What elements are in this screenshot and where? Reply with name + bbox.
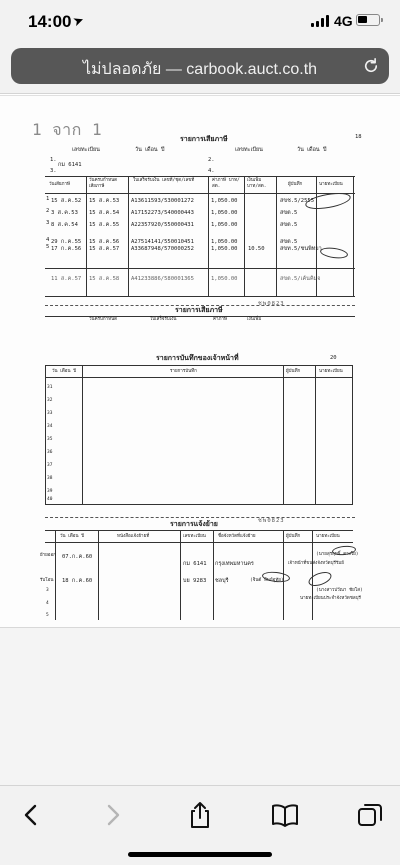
notes-page-number: 20 [330, 355, 337, 361]
col-paid-header: วันเสียภาษี [49, 182, 70, 187]
transfer-row-label: ย้ายออก [40, 553, 56, 558]
notes-row-number: 31 [47, 385, 53, 390]
transfer-section-title: รายการแจ้งย้าย [170, 520, 218, 528]
row-tax: 1,050.00 [211, 222, 238, 228]
signature-scribble [319, 246, 348, 260]
transfer-col-recorder: ผู้บันทึก [286, 534, 301, 539]
col-rule [45, 365, 46, 504]
rule [45, 542, 353, 543]
rule [45, 193, 355, 194]
col-rule [283, 365, 284, 504]
tax-section-title: รายการเสียภาษี [180, 135, 228, 143]
col-rule [98, 530, 99, 620]
row-due: 15 ส.ค.58 [89, 276, 120, 282]
transfer-col-date: วัน เดือน ปี [60, 534, 85, 539]
col-tax-header: ค่าภาษี บาท/สต. [212, 178, 240, 189]
address-bar[interactable] [11, 48, 389, 84]
transfer-row-number: 5 [46, 613, 49, 618]
battery-tip [381, 18, 383, 22]
scanned-document [0, 95, 400, 628]
row-no: 5 [46, 244, 50, 250]
col-due-header-cont: วันครบกำหนด [89, 317, 118, 322]
transfer-row-number: 3 [46, 588, 49, 593]
row-no: 4 [46, 237, 50, 243]
col-registrar-header: นายทะเบียน [319, 182, 343, 187]
col-rule [180, 530, 181, 620]
col-rule [353, 176, 354, 296]
transfer-row-reg: กม 6141 [183, 561, 207, 567]
rule [45, 530, 353, 531]
notes-row-number: 34 [47, 424, 53, 429]
back-chevron-icon[interactable] [16, 800, 46, 830]
notes-row-number: 32 [47, 398, 53, 403]
col-extra-header-cont: เงินเพิ่ม [247, 317, 262, 322]
col-rule [244, 176, 245, 296]
notes-col-registrar: นายทะเบียน [319, 369, 343, 374]
row-paid: 15 ส.ค.52 [51, 198, 82, 204]
line-1-value: กม 6141 [58, 162, 82, 168]
notes-row-number: 39 [47, 489, 53, 494]
row-tax: 1,050.00 [211, 246, 238, 252]
row-recorder: สขช.5/2555 [280, 198, 315, 204]
status-bar [0, 0, 400, 44]
col-rule [208, 176, 209, 296]
col-receipt-header: ใบเสร็จรับเงิน เลขที่/ชุด/เลขที่ [133, 178, 195, 183]
book-icon[interactable] [270, 800, 300, 830]
notes-section-title: รายการบันทึกของเจ้าหน้าที่ [156, 354, 239, 362]
row-no: 2 [46, 208, 50, 214]
network-type: 4G [334, 13, 353, 29]
row-due: 15 ส.ค.57 [89, 246, 120, 252]
row-receipt: A27514141/550010451 [131, 239, 194, 245]
line-1: 1. [50, 157, 57, 163]
transfer-row-number: 4 [46, 601, 49, 606]
col-rule [352, 365, 353, 504]
transfer-row-recorder: (จินต์ ทิพย์อุทัย) [250, 578, 284, 583]
transfer-stamp-text: ชพ0823 [258, 518, 285, 524]
transfer-col-reg: เลขทะเบียน [183, 534, 206, 539]
tax-stamp-text: ชพ0823 [258, 301, 285, 307]
col-rule [315, 365, 316, 504]
transfer-row-province: ชลบุรี [215, 578, 229, 584]
row-receipt: A33687948/570000252 [131, 246, 194, 252]
rule [45, 504, 353, 505]
tax-section-title-cont: รายการเสียภาษี [175, 306, 223, 314]
row-no: 1 [46, 196, 50, 202]
status-time: 14:00 [28, 12, 72, 31]
rule [45, 377, 353, 378]
rule [45, 365, 353, 366]
row-extra: 10.50 [248, 246, 265, 252]
row-tax: 1,050.00 [211, 210, 238, 216]
row-recorder: สขต.5 [280, 210, 298, 216]
line-2: 2. [208, 157, 215, 163]
row-due: 15 ส.ค.53 [89, 198, 120, 204]
transfer-row-registrar: (นายสุรฤทธิ์ ดวงใย) [316, 552, 359, 557]
transfer-registrar-note: นายทะเบียนประจำจังหวัดชลบุรี [300, 596, 361, 601]
notes-row-number: 35 [47, 437, 53, 442]
row-paid: 17 ก.ค.56 [51, 246, 82, 252]
label-date: วัน เดือน ปี [135, 147, 165, 153]
page-content [0, 95, 400, 785]
transfer-row-label: รับโอน [40, 578, 54, 583]
label-date-2: วัน เดือน ปี [297, 147, 327, 153]
row-receipt: A13611593/530001272 [131, 198, 194, 204]
rule [45, 176, 355, 177]
transfer-row-province: กรุงเทพมหานคร [215, 561, 254, 567]
rule [45, 268, 355, 269]
notes-row-number: 33 [47, 411, 53, 416]
col-rule [82, 365, 83, 504]
notes-col-date: วัน เดือน ปี [52, 369, 77, 374]
notes-row-number: 37 [47, 463, 53, 468]
row-receipt: A17152273/540000443 [131, 210, 194, 216]
notes-row-number: 38 [47, 476, 53, 481]
transfer-col-letter: หนังสือแจ้งย้ายที่ [117, 534, 150, 539]
row-tax: 1,050.00 [211, 198, 238, 204]
location-arrow-icon: ➤ [70, 11, 86, 30]
col-recorder-header: ผู้บันทึก [288, 182, 303, 187]
signature-scribble [307, 569, 334, 588]
col-rule [86, 176, 87, 296]
line-4: 4. [208, 168, 215, 174]
transfer-col-province: ชื่อจังหวัดที่แจ้งย้าย [218, 534, 256, 539]
label-reg-no-2: เลขทะเบียน [235, 147, 263, 153]
row-paid: 3 ส.ค.53 [51, 210, 78, 216]
row-no: 3 [46, 220, 50, 226]
label-reg-no: เลขทะเบียน [72, 147, 100, 153]
col-rule [55, 530, 56, 620]
rule [45, 296, 355, 297]
cellular-signal-icon [311, 15, 329, 27]
notes-col-entry: รายการบันทึก [170, 369, 197, 374]
col-receipt-header-cont: ใบเสร็จรับเงิน [150, 317, 177, 322]
reload-icon[interactable] [362, 57, 380, 75]
transfer-row-date: 18 ก.ค.60 [62, 578, 93, 584]
col-tax-header-cont: ค่าภาษี [213, 317, 227, 322]
row-receipt: A22357920/550000431 [131, 222, 194, 228]
col-due-header: วันครบกำหนด เสียภาษี [89, 178, 118, 189]
col-rule [213, 530, 214, 620]
tax-page-number: 18 [355, 134, 362, 140]
row-paid: 29 ก.ค.55 [51, 239, 82, 245]
line-3: 3. [50, 168, 57, 174]
col-rule [128, 176, 129, 296]
battery-icon [356, 14, 380, 26]
col-rule [276, 176, 277, 296]
row-recorder: สขต.5 [280, 239, 298, 245]
browser-top-bar [0, 44, 400, 94]
address-text[interactable]: ไม่ปลอดภัย — carbook.auct.co.th [82, 61, 318, 78]
row-tax: 1,050.00 [211, 239, 238, 245]
transfer-row-reg: บย 9283 [183, 578, 207, 584]
cut-line [45, 517, 355, 518]
notes-row-number: 40 [47, 497, 53, 502]
row-receipt: A41233886/580001365 [131, 276, 194, 282]
transfer-row-registrar: (นางสาวปวีณา ชัยโส) [316, 588, 363, 593]
transfer-registrar-note: เจ้าหน้าที่ขนส่งจังหวัดบุรีรัมย์ [288, 561, 344, 566]
share-icon[interactable] [185, 800, 215, 830]
transfer-col-registrar: นายทะเบียน [316, 534, 340, 539]
row-recorder: สขท.5/ชนพิทยา [280, 246, 322, 252]
forward-chevron-icon[interactable] [98, 800, 128, 830]
row-due: 15 ส.ค.56 [89, 239, 120, 245]
page-counter: 1 จาก 1 [32, 120, 103, 139]
tabs-icon[interactable] [355, 800, 385, 830]
row-due: 15 ส.ค.54 [89, 210, 120, 216]
notes-row-number: 36 [47, 450, 53, 455]
col-extra-header: เงินเพิ่ม บาท/สต. [247, 178, 267, 189]
home-indicator [128, 852, 272, 857]
notes-col-recorder: ผู้บันทึก [286, 369, 301, 374]
row-recorder: สขต.5/เค้นคิมจ [280, 276, 321, 282]
row-tax: 1,050.00 [211, 276, 238, 282]
row-due: 15 ส.ค.55 [89, 222, 120, 228]
transfer-row-date: 07.ก.ค.60 [62, 554, 93, 560]
row-paid: 8 ส.ค.54 [51, 222, 78, 228]
row-recorder: สขต.5 [280, 222, 298, 228]
row-paid: 11 ส.ค.57 [51, 276, 82, 282]
